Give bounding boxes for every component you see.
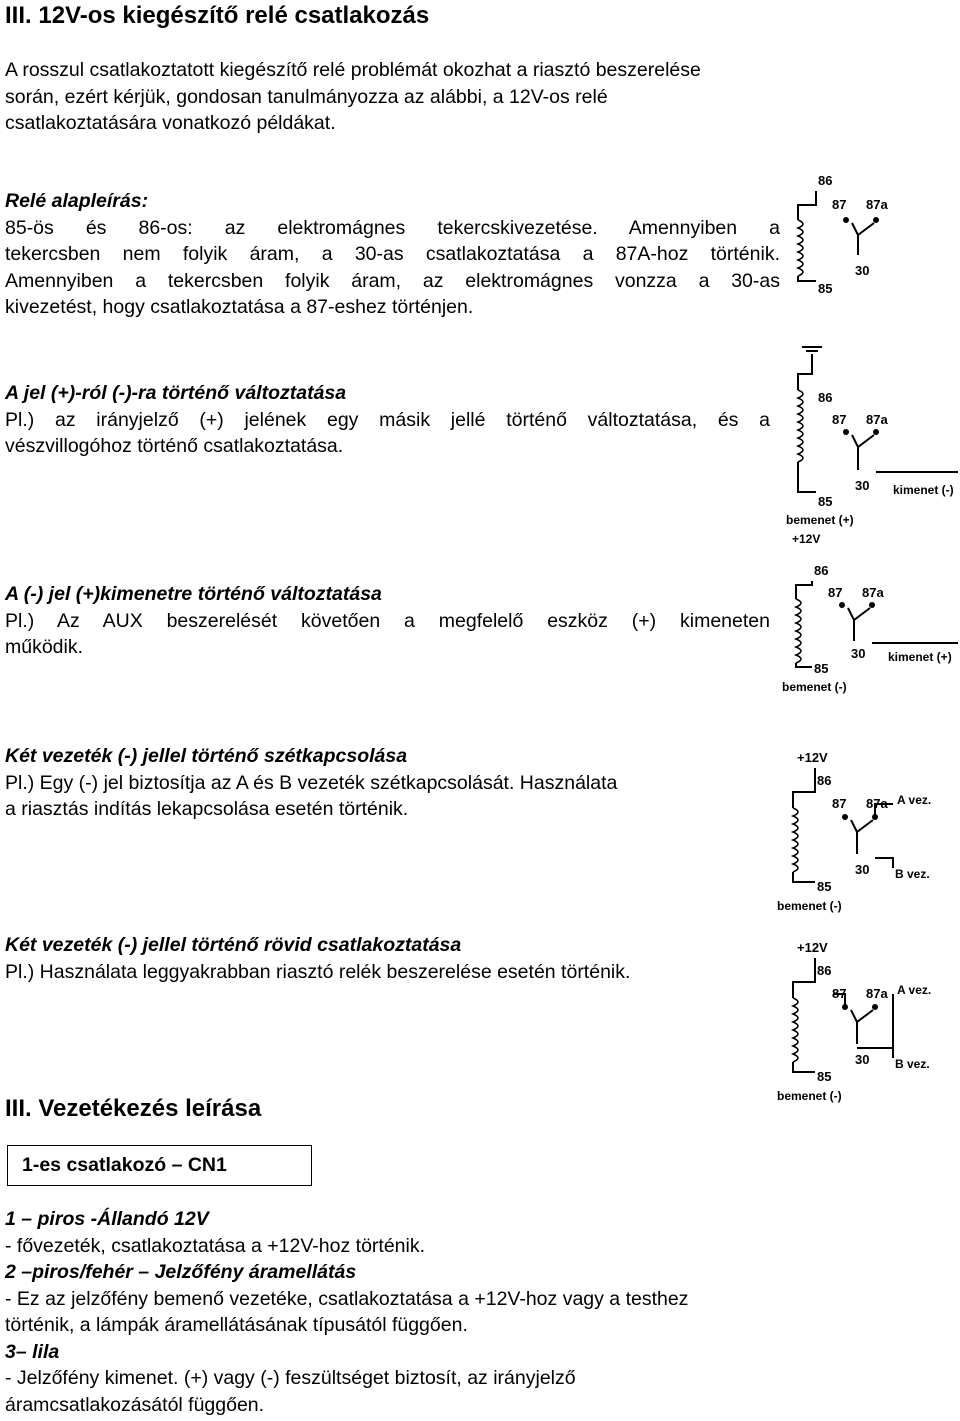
pin-86-label: 86: [817, 773, 832, 788]
example-2-heading: A (-) jel (+)kimenetre történő változtatása: [5, 583, 382, 605]
section-title: III. 12V-os kiegészítő relé csatlakozás: [5, 2, 430, 29]
a-wire-label: A vez.: [897, 793, 932, 807]
relay-diagram-4: [775, 932, 960, 1107]
pin-85-label: 85: [817, 1069, 832, 1084]
intro-line: A rosszul csatlakoztatott kiegészítő relé problémát okozhat a riasztó beszerelése: [5, 59, 701, 81]
rele-basic-line: kivezetést, hogy csatlakoztatása a 87-eshez történjen.: [5, 296, 474, 318]
output-plus-label: kimenet (+): [888, 650, 952, 664]
pin-87a-label: 87a: [866, 796, 888, 811]
wire-1-desc: - fővezeték, csatlakoztatása a +12V-hoz történik.: [5, 1234, 426, 1257]
pin-85-label: 85: [818, 494, 833, 509]
a-wire-label: A vez.: [897, 983, 932, 997]
wire-2-desc: történik, a lámpák áramellátásának típusától függően.: [5, 1314, 468, 1336]
example-3-line: Pl.) Egy (-) jel biztosítja az A és B vezeték szétkapcsolását. Használata: [5, 771, 618, 794]
b-wire-label: B vez.: [895, 1057, 930, 1071]
pin-86-label: 86: [818, 390, 833, 405]
pin-87a-label: 87a: [866, 197, 888, 212]
input-plus-label: bemenet (+): [786, 513, 854, 527]
b-wire-label: B vez.: [895, 867, 930, 881]
pin-87-label: 87: [832, 197, 847, 212]
example-4-block: [5, 932, 770, 985]
pin-87-label: 87: [832, 986, 847, 1001]
wire-3-desc: - Jelzőfény kimenet. (+) vagy (-) feszültséget biztosít, az irányjelző: [5, 1367, 576, 1389]
pin-30-label: 30: [855, 862, 870, 877]
input-minus-label: bemenet (-): [782, 680, 847, 694]
example-2-block: [5, 581, 770, 661]
pin-87-label: 87: [828, 585, 843, 600]
pin-30-label: 30: [851, 646, 866, 661]
connector-box: 1-es csatlakozó – CN1: [7, 1145, 312, 1186]
example-3-heading: Két vezeték (-) jellel történő szétkapcsolása: [5, 745, 408, 767]
intro-paragraph: [5, 57, 785, 137]
plus-12v-label: +12V: [792, 532, 821, 546]
pin-30-label: 30: [855, 263, 870, 278]
rele-basic-line: 85-ös és 86-os: az elektromágnes tekercskivezetése. Amennyiben a: [5, 216, 780, 239]
wire-3-desc: áramcsatlakozásától függően.: [5, 1393, 265, 1416]
pin-87a-label: 87a: [862, 585, 884, 600]
example-1-line: vészvillogóhoz történő csatlakoztatása.: [5, 435, 344, 457]
pin-87-label: 87: [832, 412, 847, 427]
example-1-line: Pl.) az irányjelző (+) jelének egy másik jellé történő változtatása, és a: [5, 408, 770, 431]
relay-diagram-1: [780, 340, 960, 552]
intro-line: során, ezért kérjük, gondosan tanulmányozza az alábbi, a 12V-os relé: [5, 85, 608, 108]
plus-12v-label: +12V: [797, 940, 828, 955]
output-minus-label: kimenet (-): [893, 483, 954, 497]
pin-85-label: 85: [817, 879, 832, 894]
rele-basic-line: tekercsben nem folyik áram, a 30-as csatlakoztatása a 87A-hoz történik.: [5, 243, 780, 265]
rele-basic-line: Amennyiben a tekercsben folyik áram, az elektromágnes vonzza a 30-as: [5, 269, 780, 292]
pin-86-label: 86: [818, 173, 833, 188]
rele-basic-block: [5, 188, 780, 321]
pin-87-label: 87: [832, 796, 847, 811]
example-2-line: működik.: [5, 636, 84, 658]
wiring-list: [5, 1206, 905, 1418]
example-3-line: a riasztás indítás lekapcsolása esetén történik.: [5, 798, 409, 820]
wire-1-heading: 1 – piros -Állandó 12V: [5, 1208, 209, 1230]
pin-30-label: 30: [855, 1052, 870, 1067]
relay-diagram-2: [778, 555, 960, 700]
example-4-heading: Két vezeték (-) jellel történő rövid csatlakoztatása: [5, 934, 462, 956]
pin-87a-label: 87a: [866, 412, 888, 427]
input-minus-label: bemenet (-): [777, 1089, 842, 1103]
pin-85-label: 85: [818, 281, 833, 295]
wire-2-desc: - Ez az jelzőfény bemenő vezetéke, csatlakoztatása a +12V-hoz vagy a testhez: [5, 1287, 689, 1310]
pin-86-label: 86: [814, 563, 829, 578]
wiring-section-title: III. Vezetékezés leírása: [5, 1095, 262, 1122]
pin-86-label: 86: [817, 963, 832, 978]
plus-12v-label: +12V: [797, 750, 828, 765]
example-1-heading: A jel (+)-ról (-)-ra történő változtatása: [5, 382, 347, 404]
rele-basic-heading: Relé alapleírás:: [5, 190, 149, 212]
wire-3-heading: 3– lila: [5, 1340, 60, 1363]
wire-2-heading: 2 –piros/fehér – Jelzőfény áramellátás: [5, 1261, 357, 1283]
pin-30-label: 30: [855, 478, 870, 493]
pin-87a-label: 87a: [866, 986, 888, 1001]
relay-diagram-3: [775, 742, 960, 917]
input-minus-label: bemenet (-): [777, 899, 842, 913]
intro-line: csatlakoztatására vonatkozó példákat.: [5, 112, 336, 134]
relay-diagram-basic: [780, 165, 900, 295]
example-1-block: [5, 380, 770, 460]
example-3-block: [5, 743, 770, 823]
example-2-line: Pl.) Az AUX beszerelését követően a megfelelő eszköz (+) kimeneten: [5, 609, 770, 632]
example-4-line: Pl.) Használata leggyakrabban riasztó relék beszerelése esetén történik.: [5, 960, 631, 983]
pin-85-label: 85: [814, 661, 829, 676]
